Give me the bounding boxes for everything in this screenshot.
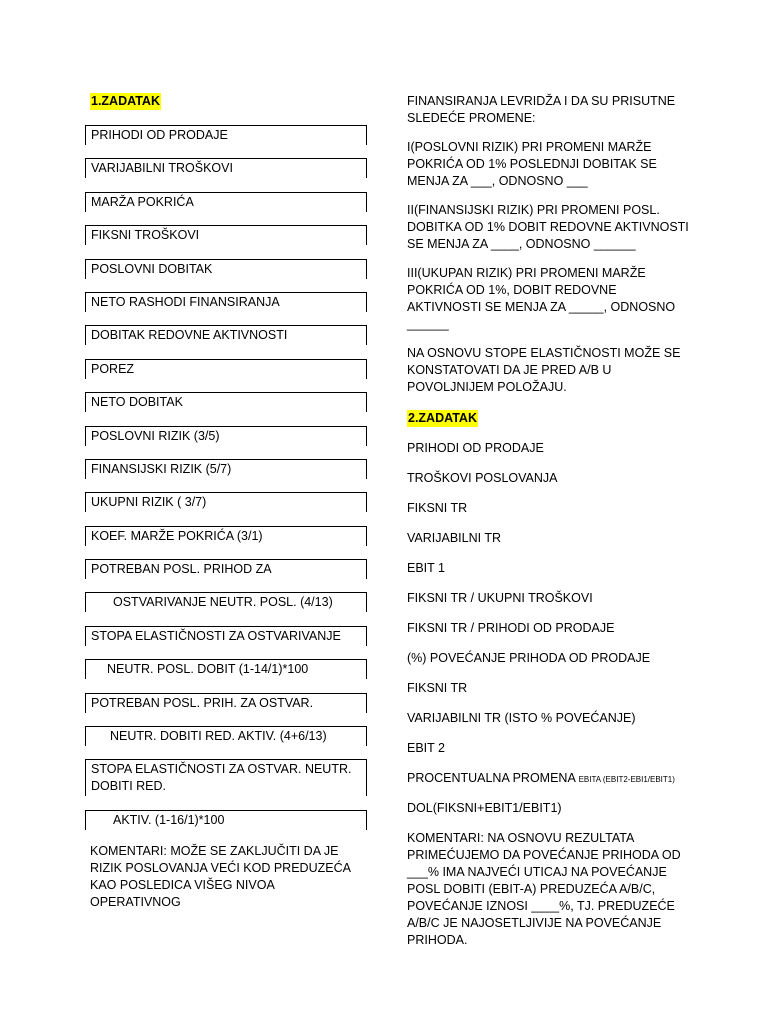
list-item: EBIT 1 <box>407 561 445 575</box>
task-2-heading: 2.ZADATAK <box>408 411 477 425</box>
list-item: VARIJABILNI TR (ISTO % POVEĆANJE) <box>407 711 636 725</box>
task-2-comment: KOMENTARI: NA OSNOVU REZULTATA PRIMEĆUJEMO DA POVEĆANJE PRIHODA OD ___% IMA NAJVEĆI UTICAJ NA POVEĆANJE POSL DOBITI (EBIT-A) PREDUZEĆA A/B/C, POVEĆANJE IZNOSI ____%, TJ. PREDUZEĆE A/B/C JE NAJOSETLJIVIJE NA POVEĆANJE PRIHODA. <box>407 831 681 947</box>
table-row: DOBITAK REDOVNE AKTIVNOSTI <box>85 325 367 345</box>
list-item: (%) POVEĆANJE PRIHODA OD PRODAJE <box>407 651 651 665</box>
table-row: NEUTR. POSL. DOBIT (1-14/1)*100 <box>85 659 367 679</box>
table-row: MARŽA POKRIĆA <box>85 192 367 212</box>
list-item: FIKSNI TR / UKUPNI TROŠKOVI <box>407 591 593 605</box>
table-row: VARIJABILNI TROŠKOVI <box>85 158 367 178</box>
list-item: FIKSNI TR <box>407 681 468 695</box>
percentage-change-formula: EBITA (EBIT2-EBI1/EBIT1) <box>578 775 675 784</box>
percentage-change-item <box>407 770 692 787</box>
table-row: POREZ <box>85 359 367 379</box>
percentage-change-label: PROCENTUALNA PROMENA <box>407 771 576 785</box>
table-row: NEUTR. DOBITI RED. AKTIV. (4+6/13) <box>85 726 367 746</box>
task-1-comment: KOMENTARI: MOŽE SE ZAKLJUČITI DA JE RIZIK POSLOVANJA VEĆI KOD PREDUZEĆA KAO POSLEDICA VIŠEG NIVOA OPERATIVNOG <box>90 844 351 910</box>
table-row: UKUPNI RIZIK ( 3/7) <box>85 492 367 512</box>
list-item: TROŠKOVI POSLOVANJA <box>407 471 558 485</box>
table-row: FIKSNI TROŠKOVI <box>85 225 367 245</box>
table-row: POTREBAN POSL. PRIHOD ZA <box>85 559 367 579</box>
table-row: PRIHODI OD PRODAJE <box>85 125 367 145</box>
table-row: STOPA ELASTIČNOSTI ZA OSTVARIVANJE <box>85 626 367 646</box>
table-row: NETO DOBITAK <box>85 392 367 412</box>
table-row: FINANSIJSKI RIZIK (5/7) <box>85 459 367 479</box>
list-item: FIKSNI TR <box>407 501 468 515</box>
paragraph: II(FINANSIJSKI RIZIK) PRI PROMENI POSL. DOBITKA OD 1% DOBIT REDOVNE AKTIVNOSTI SE MENJA ZA ____, ODNOSNO ______ <box>407 203 689 251</box>
task-1-heading: 1.ZADATAK <box>91 94 160 108</box>
task-continuation-column <box>407 93 692 961</box>
task-1-column <box>85 93 368 911</box>
list-item: PRIHODI OD PRODAJE <box>407 441 544 455</box>
paragraph: I(POSLOVNI RIZIK) PRI PROMENI MARŽE POKRIĆA OD 1% POSLEDNJI DOBITAK SE MENJA ZA ___, ODNOSNO ___ <box>407 140 657 188</box>
list-item: FIKSNI TR / PRIHODI OD PRODAJE <box>407 621 615 635</box>
table-row: POTREBAN POSL. PRIH. ZA OSTVAR. <box>85 693 367 713</box>
paragraph: III(UKUPAN RIZIK) PRI PROMENI MARŽE POKRIĆA OD 1%, DOBIT REDOVNE AKTIVNOSTI SE MENJA ZA _____, ODNOSNO ______ <box>407 266 676 331</box>
table-row: NETO RASHODI FINANSIRANJA <box>85 292 367 312</box>
table-row: OSTVARIVANJE NEUTR. POSL. (4/13) <box>85 592 367 612</box>
paragraph: NA OSNOVU STOPE ELASTIČNOSTI MOŽE SE KONSTATOVATI DA JE PRED A/B U POVOLJNIJEM POLOŽAJU. <box>407 346 681 394</box>
dol-item: DOL(FIKSNI+EBIT1/EBIT1) <box>407 801 562 815</box>
task-1-table <box>85 125 368 830</box>
table-row: STOPA ELASTIČNOSTI ZA OSTVAR. NEUTR. DOBITI RED. <box>85 759 367 796</box>
table-row: POSLOVNI RIZIK (3/5) <box>85 426 367 446</box>
table-row: POSLOVNI DOBITAK <box>85 259 367 279</box>
list-item: EBIT 2 <box>407 741 445 755</box>
table-row: KOEF. MARŽE POKRIĆA (3/1) <box>85 526 367 546</box>
paragraph: FINANSIRANJA LEVRIDŽA I DA SU PRISUTNE SLEDEĆE PROMENE: <box>407 94 676 125</box>
table-row: AKTIV. (1-16/1)*100 <box>85 810 367 830</box>
list-item: VARIJABILNI TR <box>407 531 502 545</box>
